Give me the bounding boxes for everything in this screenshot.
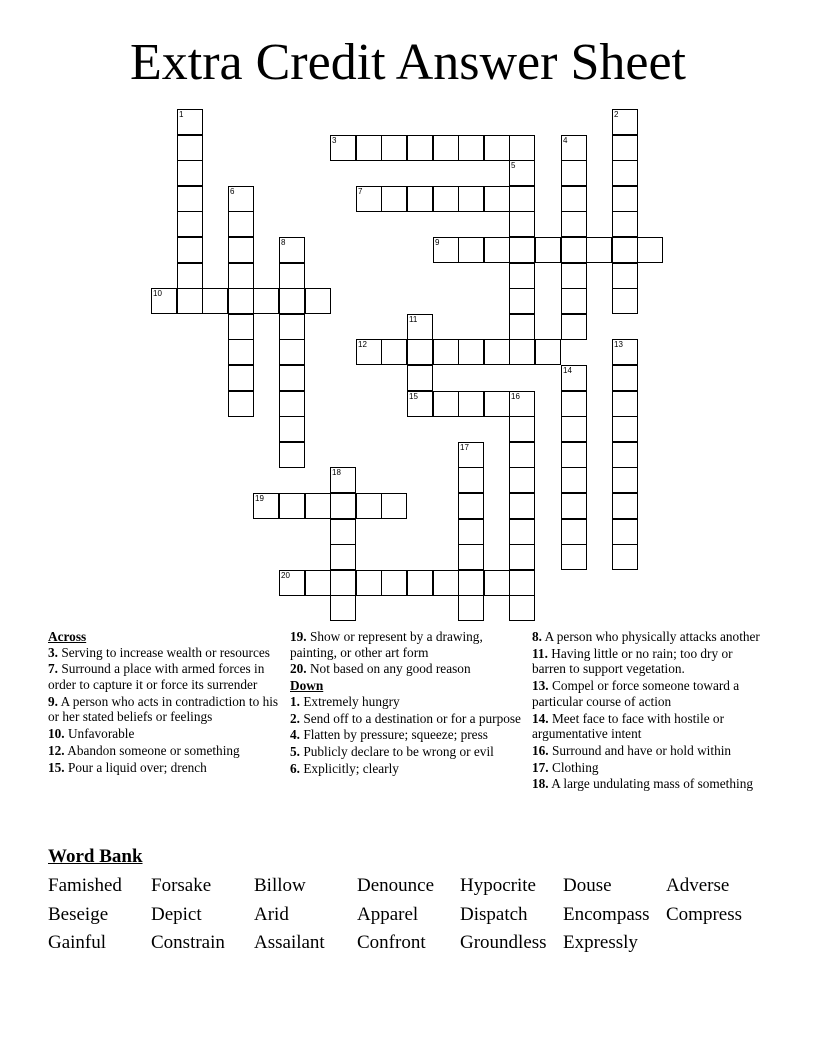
crossword-cell: [228, 263, 254, 289]
crossword-cell: [509, 467, 535, 493]
crossword-cell: [407, 339, 433, 365]
clue-down-8: 8. A person who physically attacks another: [532, 629, 760, 644]
crossword-cell: [535, 339, 561, 365]
crossword-cell: [509, 416, 535, 442]
clues-column-1: [48, 629, 284, 776]
crossword-cell: [228, 288, 254, 314]
crossword-cell: [305, 570, 331, 596]
word-bank-item: Constrain: [151, 932, 225, 953]
clue-across-15: 15. Pour a liquid over; drench: [48, 759, 207, 775]
crossword-cell: [279, 570, 305, 596]
crossword-cell: [279, 339, 305, 365]
word-bank-item: Billow: [254, 875, 306, 896]
word-bank-item: Encompass: [563, 903, 650, 925]
crossword-cell: [561, 416, 587, 442]
clue-across-19: 19. Show or represent by a drawing, painting, or other art form: [290, 629, 483, 660]
clue-down-16: 16. Surround and have or hold within: [532, 742, 732, 758]
crossword-cell: [253, 288, 279, 314]
crossword-cell: [177, 160, 203, 186]
crossword-cell: [433, 339, 459, 365]
crossword-cell: [561, 467, 587, 493]
crossword-cell: [561, 391, 587, 417]
crossword-cell: [202, 288, 228, 314]
crossword-cell: [586, 237, 612, 263]
crossword-cell: [509, 237, 535, 263]
crossword-cell: [356, 135, 382, 161]
clues-column-2: [290, 629, 526, 778]
crossword-cell: [279, 442, 305, 468]
crossword-cell: [253, 493, 279, 519]
clue-across-7: 7. Surround a place with armed forces in order to capture it or force its surrender: [48, 661, 265, 692]
crossword-cell: [279, 391, 305, 417]
cell-number: 10: [153, 289, 162, 298]
crossword-cell: [279, 288, 305, 314]
clue-across-12: 12. Abandon someone or something: [48, 742, 240, 758]
crossword-cell: [561, 237, 587, 263]
crossword-cell: [535, 237, 561, 263]
cell-number: 6: [230, 187, 235, 196]
crossword-cell: [561, 135, 587, 161]
crossword-cell: [484, 186, 510, 212]
crossword-cell: [509, 595, 535, 621]
crossword-cell: [433, 186, 459, 212]
crossword-cell: [305, 493, 331, 519]
crossword-cell: [458, 519, 484, 545]
word-bank-item: Famished: [48, 875, 122, 896]
crossword-cell: [433, 391, 459, 417]
crossword-cell: [279, 416, 305, 442]
word-bank: [48, 872, 768, 958]
crossword-cell: [458, 391, 484, 417]
crossword-cell: [561, 442, 587, 468]
crossword-cell: [509, 442, 535, 468]
crossword-cell: [228, 365, 254, 391]
crossword-cell: [279, 263, 305, 289]
crossword-cell: [330, 135, 356, 161]
clue-down-4: 4. Flatten by pressure; squeeze; press: [290, 727, 488, 743]
crossword-cell: [330, 544, 356, 570]
clues-column-3: [532, 629, 768, 793]
word-bank-item: Adverse: [666, 875, 730, 896]
clue-across-10: 10. Unfavorable: [48, 726, 135, 742]
crossword-cell: [484, 339, 510, 365]
crossword-cell: [330, 493, 356, 519]
crossword-cell: [484, 135, 510, 161]
word-bank-item: Confront: [357, 932, 426, 953]
crossword-cell: [407, 314, 433, 340]
crossword-cell: [305, 288, 331, 314]
crossword-cell: [612, 391, 638, 417]
crossword-cell: [228, 237, 254, 263]
cell-number: 7: [358, 187, 363, 196]
crossword-cell: [509, 544, 535, 570]
crossword-cell: [228, 186, 254, 212]
crossword-cell: [612, 237, 638, 263]
word-bank-item: Hypocrite: [460, 875, 536, 896]
word-bank-item: Assailant: [254, 932, 325, 953]
clue-down-14: 14. Meet face to face with hostile or argumentative intent: [532, 710, 725, 742]
crossword-cell: [561, 160, 587, 186]
crossword-cell: [356, 186, 382, 212]
cell-number: 13: [614, 340, 623, 349]
word-bank-item: Expressly: [563, 932, 638, 953]
crossword-cell: [561, 365, 587, 391]
crossword-cell: [509, 339, 535, 365]
crossword-cell: [407, 391, 433, 417]
crossword-cell: [279, 314, 305, 340]
crossword-cell: [561, 519, 587, 545]
crossword-cell: [177, 263, 203, 289]
word-bank-item: Dispatch: [460, 903, 528, 925]
crossword-cell: [177, 211, 203, 237]
crossword-cell: [177, 288, 203, 314]
crossword-cell: [151, 288, 177, 314]
down-header: Down: [290, 678, 324, 694]
crossword-cell: [612, 186, 638, 212]
crossword-cell: [356, 493, 382, 519]
crossword-cell: [228, 211, 254, 237]
page-title: Extra Credit Answer Sheet: [130, 34, 686, 91]
word-bank-item: Groundless: [460, 932, 547, 953]
word-bank-item: Douse: [563, 875, 612, 896]
crossword-cell: [509, 186, 535, 212]
crossword-cell: [433, 237, 459, 263]
cell-number: 5: [511, 161, 516, 170]
crossword-cell: [458, 135, 484, 161]
clue-down-5: 5. Publicly declare to be wrong or evil: [290, 744, 494, 760]
crossword-cell: [458, 544, 484, 570]
crossword-cell: [561, 288, 587, 314]
crossword-cell: [484, 570, 510, 596]
crossword-cell: [228, 339, 254, 365]
clue-across-9: 9. A person who acts in contradiction to his or her stated beliefs or feelings: [48, 693, 279, 725]
crossword-cell: [612, 211, 638, 237]
crossword-cell: [330, 595, 356, 621]
cell-number: 16: [511, 392, 520, 401]
word-bank-item: Beseige: [48, 903, 109, 925]
crossword-cell: [484, 237, 510, 263]
crossword-cell: [612, 416, 638, 442]
clue-down-13: 13. Compel or force someone toward a particular course of action: [532, 678, 740, 709]
crossword-cell: [279, 493, 305, 519]
crossword-cell: [177, 109, 203, 135]
crossword-cell: [228, 314, 254, 340]
cell-number: 9: [435, 238, 440, 247]
crossword-cell: [561, 211, 587, 237]
crossword-cell: [509, 263, 535, 289]
crossword-cell: [509, 135, 535, 161]
crossword-cell: [612, 493, 638, 519]
crossword-cell: [612, 365, 638, 391]
crossword-cell: [612, 288, 638, 314]
crossword-cell: [612, 442, 638, 468]
clue-down-17: 17. Clothing: [532, 759, 599, 775]
crossword-cell: [484, 391, 510, 417]
clue-across-20: 20. Not based on any good reason: [290, 661, 471, 677]
crossword-cell: [330, 519, 356, 545]
crossword-cell: [612, 544, 638, 570]
cell-number: 12: [358, 340, 367, 349]
cell-number: 14: [563, 366, 572, 375]
crossword-cell: [458, 237, 484, 263]
word-bank-item: Depict: [151, 903, 202, 925]
crossword-cell: [509, 160, 535, 186]
crossword-cell: [458, 442, 484, 468]
crossword-cell: [381, 570, 407, 596]
crossword-cell: [458, 467, 484, 493]
crossword-cell: [279, 365, 305, 391]
crossword-cell: [458, 186, 484, 212]
crossword-cell: [561, 263, 587, 289]
crossword-cell: [433, 570, 459, 596]
cell-number: 4: [563, 136, 568, 145]
crossword-cell: [407, 186, 433, 212]
cell-number: 20: [281, 571, 290, 580]
crossword-cell: [561, 544, 587, 570]
crossword-cell: [330, 467, 356, 493]
cell-number: 15: [409, 392, 418, 401]
word-bank-item: Apparel: [357, 903, 419, 925]
crossword-cell: [509, 570, 535, 596]
crossword-cell: [612, 263, 638, 289]
crossword-cell: [279, 237, 305, 263]
crossword-cell: [177, 135, 203, 161]
crossword-cell: [177, 186, 203, 212]
crossword-cell: [612, 135, 638, 161]
cell-number: 18: [332, 468, 341, 477]
crossword-cell: [381, 135, 407, 161]
crossword-cell: [458, 339, 484, 365]
crossword-cell: [458, 595, 484, 621]
crossword-cell: [509, 391, 535, 417]
crossword-cell: [612, 519, 638, 545]
crossword-cell: [612, 339, 638, 365]
word-bank-item: Forsake: [151, 875, 212, 896]
cell-number: 17: [460, 443, 469, 452]
crossword-cell: [509, 211, 535, 237]
crossword-cell: [407, 570, 433, 596]
cell-number: 11: [409, 315, 418, 324]
clue-down-18: 18. A large undulating mass of something: [532, 776, 753, 792]
crossword-cell: [561, 493, 587, 519]
across-header: Across: [48, 629, 87, 644]
cell-number: 8: [281, 238, 286, 247]
crossword-cell: [509, 314, 535, 340]
crossword-cell: [381, 493, 407, 519]
clue-down-6: 6. Explicitly; clearly: [290, 760, 399, 776]
crossword-cell: [612, 467, 638, 493]
crossword-cell: [356, 570, 382, 596]
crossword-cell: [407, 365, 433, 391]
cell-number: 2: [614, 110, 619, 119]
crossword-cell: [509, 288, 535, 314]
crossword-cell: [637, 237, 663, 263]
crossword-cell: [381, 186, 407, 212]
clue-down-2: 2. Send off to a destination or for a purpose: [290, 710, 521, 726]
crossword-cell: [612, 109, 638, 135]
clue-down-1: 1. Extremely hungry: [290, 693, 400, 709]
cell-number: 3: [332, 136, 337, 145]
crossword-cell: [612, 160, 638, 186]
crossword-cell: [381, 339, 407, 365]
word-bank-title: Word Bank: [48, 846, 143, 867]
word-bank-item: Gainful: [48, 932, 107, 953]
crossword-cell: [330, 570, 356, 596]
clue-across-3: 3. Serving to increase wealth or resources: [48, 644, 270, 660]
crossword-cell: [458, 570, 484, 596]
crossword-cell: [356, 339, 382, 365]
crossword-cell: [509, 519, 535, 545]
word-bank-item: Denounce: [357, 875, 435, 896]
crossword-cell: [407, 135, 433, 161]
crossword-cell: [509, 493, 535, 519]
crossword-cell: [561, 314, 587, 340]
clue-down-11: 11. Having little or no rain; too dry or barren to support vegetation.: [532, 645, 733, 677]
cell-number: 1: [179, 110, 184, 119]
word-bank-item: Compress: [666, 903, 742, 925]
cell-number: 19: [255, 494, 264, 503]
word-bank-item: Arid: [254, 903, 289, 925]
crossword-cell: [177, 237, 203, 263]
crossword-cell: [458, 493, 484, 519]
crossword-cell: [228, 391, 254, 417]
crossword-cell: [561, 186, 587, 212]
crossword-cell: [433, 135, 459, 161]
